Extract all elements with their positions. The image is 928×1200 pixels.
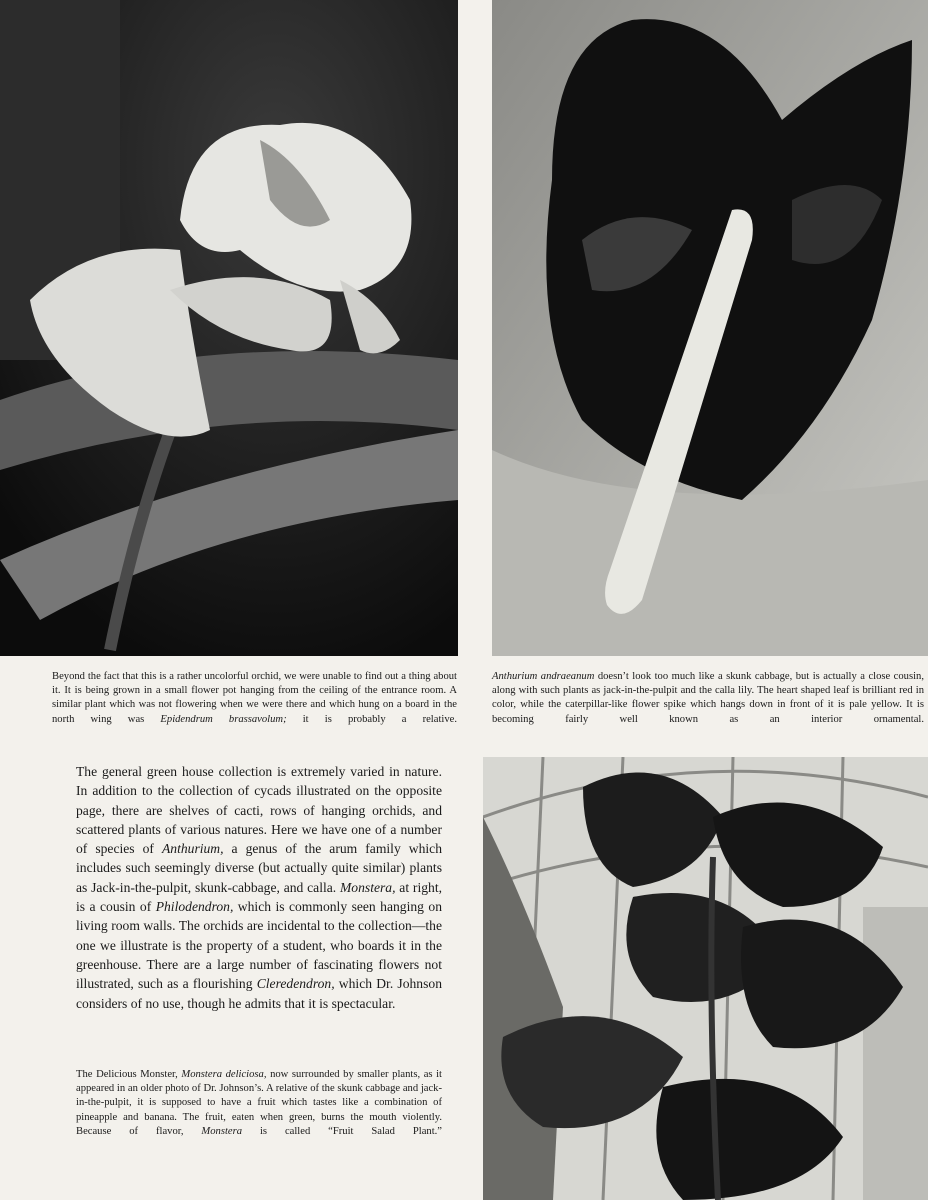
- orchid-caption-species: Epidendrum brassavolum;: [160, 713, 287, 725]
- monstera-caption-genus: Monstera: [201, 1125, 243, 1137]
- body-italic-anthurium: Anthurium,: [161, 841, 224, 857]
- body-italic-cleredendron: Cleredendron,: [256, 976, 335, 992]
- anthurium-caption-species: Anthurium andraeanum: [492, 671, 595, 682]
- monstera-caption-end: is called “Fruit Salad Plant.”: [242, 1125, 442, 1137]
- anthurium-caption-text: doesn’t look too much like a skunk cabbage, but is actually a close cousin, along with such plants as jack-in-the-pulpit and the calla lily. The heart shaped leaf is brilliant red in color, while the caterpillar-like flower spike which hangs down in front of it is pale yellow. It is becoming fairly well known as an interior ornamental.: [492, 671, 924, 725]
- orchid-caption-end: it is probably a relative.: [286, 713, 457, 725]
- body-part-4: which is commonly seen hanging on living room walls. The orchids are incidental to the collection—the one we illustrate is the property of a student, who boards it in the greenhouse. There are a large number of fascinating flowers not illustrated, such as a flourishing: [76, 899, 442, 992]
- monstera-caption-middle: now surrounded by smaller plants, as it appeared in an older photo of Dr. Johnson’s. A relative of the skunk cabbage and jack-in-the-pulpit, it is supposed to have a fruit which tastes like a combination of pineapple and banana. The fruit, eaten when green, burns the mouth violently. Because of flavor,: [76, 1069, 442, 1137]
- body-part-5: which Dr. Johnson considers of no use, though he admits that it is spectacular.: [76, 976, 442, 1011]
- monstera-caption-species: Monstera deliciosa,: [181, 1069, 267, 1080]
- anthurium-caption: [492, 670, 924, 727]
- orchid-caption: [52, 670, 457, 727]
- body-italic-philodendron: Philodendron,: [155, 899, 234, 915]
- body-part-2: a genus of the arum family which includes such seemingly diverse (but actually quite similar) plants as Jack-in-the-pulpit, skunk-cabbage, and calla.: [76, 841, 442, 895]
- body-italic-monstera: Monstera,: [339, 879, 396, 895]
- monstera-photo: [483, 757, 928, 1200]
- body-part-1: The general green house collection is extremely varied in nature. In addition to the collection of cycads illustrated on the opposite page, there are shelves of cacti, rows of hanging orchids, and scattered plants of various natures. Here we have one of a number of species of: [76, 764, 442, 857]
- anthurium-photo: [492, 0, 928, 656]
- body-part-3: at right, is a cousin of: [76, 879, 442, 915]
- orchid-photo: [0, 0, 458, 656]
- monstera-caption: [76, 1068, 442, 1139]
- article-body: [76, 762, 442, 1013]
- monstera-caption-text: The Delicious Monster,: [76, 1069, 182, 1080]
- orchid-caption-text: Beyond the fact that this is a rather uncolorful orchid, we were unable to find out a thing about it. It is being grown in a small flower pot hanging from the ceiling of the entrance room. A similar plant which was not flowering when we were there and which hung on a board in the north wing was: [52, 671, 457, 725]
